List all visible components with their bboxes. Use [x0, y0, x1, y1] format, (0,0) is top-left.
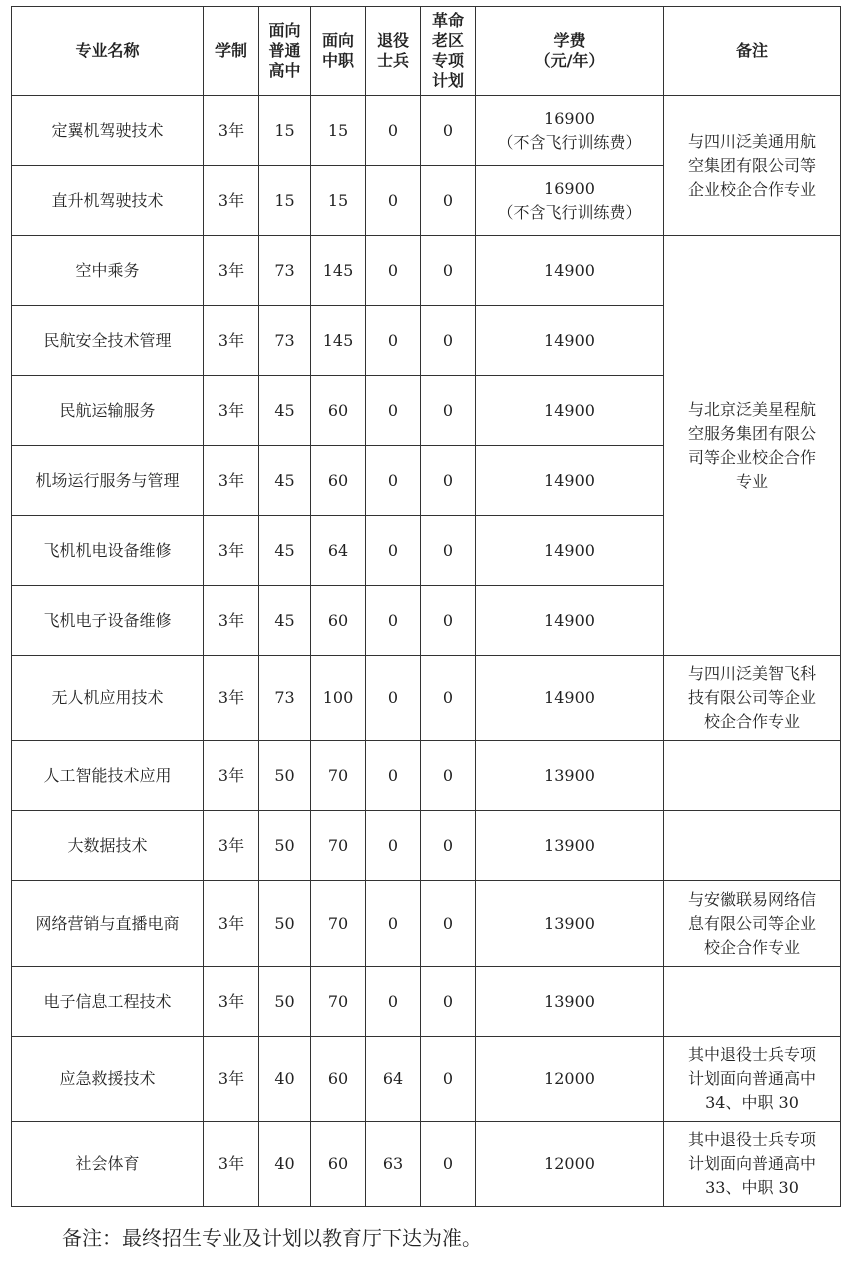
cell-major: 定翼机驾驶技术	[12, 96, 204, 166]
cell-note-drone: 与四川泛美智飞科 技有限公司等企业 校企合作专业	[664, 656, 841, 741]
cell-tuition: 14900	[476, 236, 664, 306]
header-general: 面向 普通 高中	[259, 7, 311, 96]
cell-duration: 3年	[204, 516, 259, 586]
cell-vocational: 145	[311, 306, 366, 376]
cell-major: 人工智能技术应用	[12, 741, 204, 811]
cell-tuition: 14900	[476, 376, 664, 446]
cell-tuition: 12000	[476, 1122, 664, 1207]
cell-vocational: 70	[311, 811, 366, 881]
cell-note-ecommerce: 与安徽联易网络信 息有限公司等企业 校企合作专业	[664, 881, 841, 967]
cell-general: 45	[259, 376, 311, 446]
table-row	[12, 967, 841, 1037]
cell-major: 应急救援技术	[12, 1037, 204, 1122]
cell-tuition: 16900 （不含飞行训练费）	[476, 96, 664, 166]
cell-vocational: 15	[311, 166, 366, 236]
enrollment-plan-table	[11, 6, 841, 1207]
cell-duration: 3年	[204, 967, 259, 1037]
cell-revolution: 0	[421, 376, 476, 446]
cell-vocational: 60	[311, 586, 366, 656]
cell-major: 社会体育	[12, 1122, 204, 1207]
table-row	[12, 881, 841, 967]
cell-major: 无人机应用技术	[12, 656, 204, 741]
cell-vocational: 64	[311, 516, 366, 586]
cell-general: 15	[259, 166, 311, 236]
cell-tuition: 14900	[476, 656, 664, 741]
cell-major: 飞机电子设备维修	[12, 586, 204, 656]
cell-duration: 3年	[204, 741, 259, 811]
cell-veteran: 0	[366, 881, 421, 967]
cell-vocational: 100	[311, 656, 366, 741]
cell-veteran: 0	[366, 516, 421, 586]
header-duration: 学制	[204, 7, 259, 96]
cell-general: 50	[259, 967, 311, 1037]
cell-note-empty	[664, 741, 841, 811]
cell-major: 网络营销与直播电商	[12, 881, 204, 967]
table-row	[12, 96, 841, 166]
cell-vocational: 145	[311, 236, 366, 306]
table-row	[12, 1122, 841, 1207]
cell-revolution: 0	[421, 96, 476, 166]
cell-general: 50	[259, 811, 311, 881]
cell-revolution: 0	[421, 741, 476, 811]
cell-vocational: 70	[311, 881, 366, 967]
cell-veteran: 0	[366, 96, 421, 166]
cell-veteran: 0	[366, 586, 421, 656]
table-row	[12, 811, 841, 881]
cell-tuition: 14900	[476, 586, 664, 656]
header-tuition: 学费 （元/年）	[476, 7, 664, 96]
cell-duration: 3年	[204, 376, 259, 446]
cell-vocational: 60	[311, 1037, 366, 1122]
cell-duration: 3年	[204, 306, 259, 376]
cell-note-empty	[664, 811, 841, 881]
header-major: 专业名称	[12, 7, 204, 96]
cell-note-pilot: 与四川泛美通用航 空集团有限公司等 企业校企合作专业	[664, 96, 841, 236]
cell-revolution: 0	[421, 656, 476, 741]
cell-revolution: 0	[421, 967, 476, 1037]
cell-note-rescue: 其中退役士兵专项 计划面向普通高中 34、中职 30	[664, 1037, 841, 1122]
cell-duration: 3年	[204, 586, 259, 656]
cell-revolution: 0	[421, 811, 476, 881]
cell-vocational: 15	[311, 96, 366, 166]
cell-tuition: 16900 （不含飞行训练费）	[476, 166, 664, 236]
table-header-row	[12, 7, 841, 96]
cell-tuition: 13900	[476, 881, 664, 967]
cell-vocational: 60	[311, 1122, 366, 1207]
cell-duration: 3年	[204, 656, 259, 741]
cell-veteran: 0	[366, 967, 421, 1037]
footer-note: 备注：最终招生专业及计划以教育厅下达为准。	[62, 1226, 482, 1250]
cell-veteran: 64	[366, 1037, 421, 1122]
cell-general: 73	[259, 656, 311, 741]
cell-tuition: 13900	[476, 967, 664, 1037]
cell-general: 45	[259, 586, 311, 656]
cell-duration: 3年	[204, 236, 259, 306]
cell-note-sports: 其中退役士兵专项 计划面向普通高中 33、中职 30	[664, 1122, 841, 1207]
cell-tuition: 13900	[476, 741, 664, 811]
cell-note-aviation: 与北京泛美星程航 空服务集团有限公 司等企业校企合作 专业	[664, 236, 841, 656]
cell-major: 直升机驾驶技术	[12, 166, 204, 236]
cell-tuition: 14900	[476, 306, 664, 376]
header-veteran: 退役 士兵	[366, 7, 421, 96]
cell-revolution: 0	[421, 1037, 476, 1122]
cell-vocational: 60	[311, 376, 366, 446]
cell-veteran: 0	[366, 376, 421, 446]
cell-general: 40	[259, 1037, 311, 1122]
cell-general: 45	[259, 516, 311, 586]
cell-major: 飞机机电设备维修	[12, 516, 204, 586]
table-row	[12, 741, 841, 811]
cell-revolution: 0	[421, 1122, 476, 1207]
cell-revolution: 0	[421, 236, 476, 306]
table-row	[12, 656, 841, 741]
cell-revolution: 0	[421, 516, 476, 586]
header-revolution: 革命 老区 专项 计划	[421, 7, 476, 96]
cell-revolution: 0	[421, 446, 476, 516]
cell-major: 民航安全技术管理	[12, 306, 204, 376]
cell-duration: 3年	[204, 166, 259, 236]
cell-vocational: 60	[311, 446, 366, 516]
cell-duration: 3年	[204, 96, 259, 166]
cell-major: 大数据技术	[12, 811, 204, 881]
cell-revolution: 0	[421, 166, 476, 236]
cell-general: 50	[259, 881, 311, 967]
cell-duration: 3年	[204, 811, 259, 881]
cell-note-empty	[664, 967, 841, 1037]
cell-duration: 3年	[204, 881, 259, 967]
cell-major: 机场运行服务与管理	[12, 446, 204, 516]
cell-duration: 3年	[204, 446, 259, 516]
cell-major: 空中乘务	[12, 236, 204, 306]
cell-major: 民航运输服务	[12, 376, 204, 446]
header-vocational: 面向 中职	[311, 7, 366, 96]
table-row	[12, 236, 841, 306]
cell-vocational: 70	[311, 967, 366, 1037]
cell-veteran: 0	[366, 741, 421, 811]
cell-revolution: 0	[421, 306, 476, 376]
cell-revolution: 0	[421, 881, 476, 967]
cell-duration: 3年	[204, 1037, 259, 1122]
cell-general: 15	[259, 96, 311, 166]
table-row	[12, 1037, 841, 1122]
cell-veteran: 0	[366, 446, 421, 516]
cell-veteran: 0	[366, 236, 421, 306]
cell-veteran: 0	[366, 306, 421, 376]
cell-general: 45	[259, 446, 311, 516]
cell-tuition: 12000	[476, 1037, 664, 1122]
cell-duration: 3年	[204, 1122, 259, 1207]
cell-general: 50	[259, 741, 311, 811]
cell-tuition: 13900	[476, 811, 664, 881]
cell-vocational: 70	[311, 741, 366, 811]
cell-veteran: 0	[366, 166, 421, 236]
cell-veteran: 0	[366, 811, 421, 881]
header-note: 备注	[664, 7, 841, 96]
cell-tuition: 14900	[476, 446, 664, 516]
cell-general: 40	[259, 1122, 311, 1207]
cell-general: 73	[259, 306, 311, 376]
cell-veteran: 63	[366, 1122, 421, 1207]
cell-veteran: 0	[366, 656, 421, 741]
cell-revolution: 0	[421, 586, 476, 656]
cell-tuition: 14900	[476, 516, 664, 586]
cell-general: 73	[259, 236, 311, 306]
cell-major: 电子信息工程技术	[12, 967, 204, 1037]
